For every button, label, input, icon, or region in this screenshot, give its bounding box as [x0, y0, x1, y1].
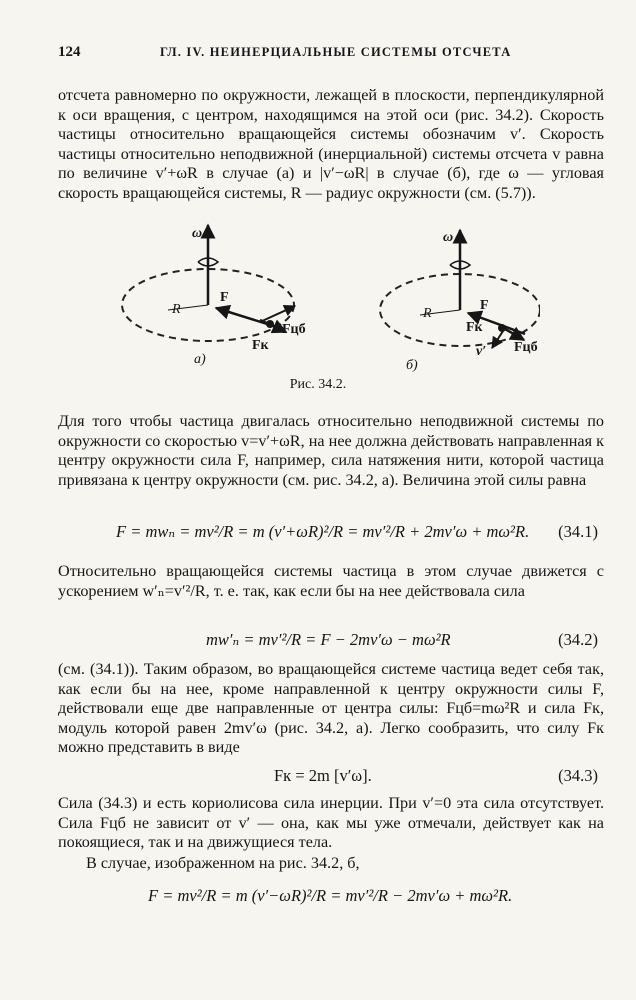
diagram-a: [122, 225, 295, 341]
equation-34-3-number: (34.3): [558, 766, 598, 785]
particle-b: [498, 324, 506, 332]
equation-34-3-expression: Fк = 2m [v′ω].: [274, 766, 372, 785]
sublabel-a: а): [194, 352, 206, 367]
sublabel-b: б): [406, 358, 418, 373]
paragraph-4: (см. (34.1)). Таким образом, во вращающейся системе частица ведет себя так, как если бы на нее, кроме направленной к центру окружности силы F, действовали еще две направленные от центра силы: Fцб=mω²R и сила Fк, модуль которой равен 2mv′ω (рис. 34.2, а). Легко сообразить, что силу Fк можно представить в виде: [58, 660, 604, 756]
equation-34-1-expression: F = mwₙ = mv²/R = m (v′+ωR)²/R = mv′²/R + 2mv′ω + mω²R.: [116, 522, 530, 541]
paragraph-1: отсчета равномерно по окружности, лежащей в плоскости, перпендикулярной к оси вращения, с центром, находящимся на этой оси (рис. 34.2). Скорость частицы относительно вращающейся системы обозначим v′. Скорость частицы относительно неподвижной (инерциальной) системы отсчета v равна по величине v′+ωR в случае (а) и |v′−ωR| в случае (б), где ω — угловая скорость вращающейся системы, R — радиус окружности (см. (5.7)).: [58, 86, 604, 202]
paragraph-6: В случае, изображенном на рис. 34.2, б,: [86, 854, 360, 872]
label-R-a: R: [172, 302, 181, 317]
equation-34-2-expression: mw′ₙ = mv′²/R = F − 2mv′ω − mω²R: [206, 630, 451, 649]
paragraph-3: Относительно вращающейся системы частица в этом случае движется с ускорением w′ₙ=v′²/R, т. е. так, как если бы на нее действовала сила: [58, 562, 604, 600]
paragraph-5: Сила (34.3) и есть кориолисова сила инерции. При v′=0 эта сила отсутствует. Сила Fцб не зависит от v′ — она, как мы уже отмечали, действует как на покоящиеся, так и на движущиеся тела.: [58, 794, 604, 851]
equation-34-2: [58, 620, 604, 664]
page-number: 124: [58, 44, 81, 60]
velocity-arrow-a: [260, 306, 295, 322]
equation-34-2-number: (34.2): [558, 630, 598, 649]
label-v-b: v′: [476, 344, 487, 359]
equation-34-1b: [58, 876, 604, 920]
label-F-a: F: [220, 290, 229, 305]
running-title: ГЛ. IV. НЕИНЕРЦИАЛЬНЫЕ СИСТЕМЫ ОТСЧЕТА: [160, 45, 512, 59]
label-omega-a: ω: [192, 226, 203, 241]
label-Fk-a: Fк: [252, 338, 269, 353]
label-Fk-b: Fк: [466, 320, 483, 335]
label-Fcb-b: Fцб: [514, 340, 538, 355]
figure-caption: Рис. 34.2.: [289, 377, 347, 392]
paragraph-2: Для того чтобы частица двигалась относительно неподвижной системы по окружности со скоростью v=v′+ωR, на нее должна действовать направленная к центру окружности сила F, например, сила натяжения нити, которой частица привязана к центру окружности (см. рис. 34.2, а). Величина этой силы равна: [58, 412, 604, 489]
label-R-b: R: [423, 306, 432, 321]
label-F-b: F: [480, 298, 489, 313]
equation-34-1-number: (34.1): [558, 522, 598, 541]
particle-a: [266, 320, 274, 328]
diagram-b: [380, 230, 540, 348]
page-header: [58, 44, 618, 66]
label-Fcb-a: Fцб: [282, 322, 306, 337]
equation-34-1b-expression: F = mv²/R = m (v′−ωR)²/R = mv′²/R − 2mv′ω + mω²R.: [148, 886, 513, 905]
equation-34-1: [58, 512, 604, 556]
label-omega-b: ω: [443, 230, 454, 245]
